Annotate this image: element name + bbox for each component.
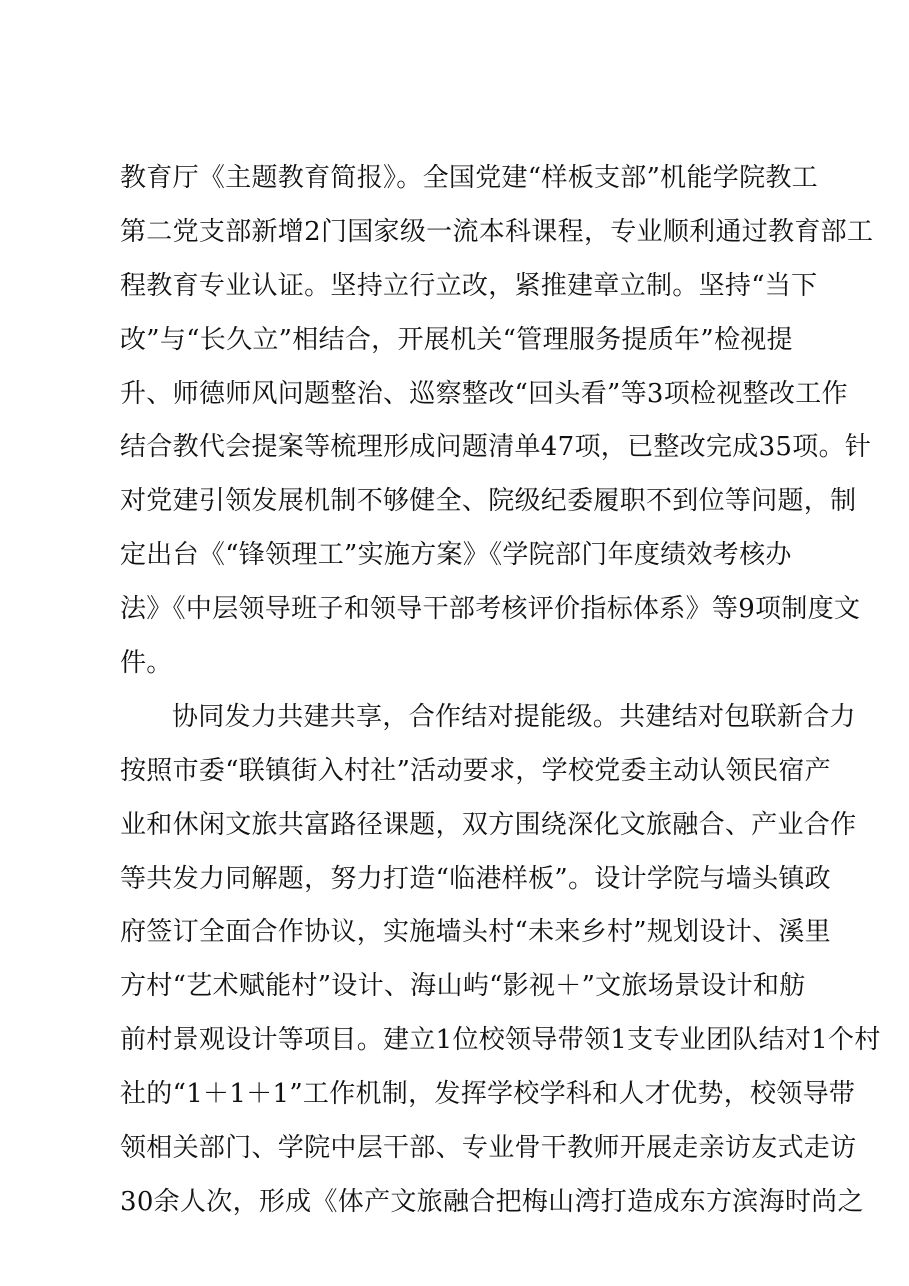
- paragraph-1: [120, 152, 874, 691]
- text-line: 等共发力同解题，努力打造“临港样板”。设计学院与墙头镇政: [120, 863, 831, 894]
- text-line: 社的“1＋1＋1”工作机制，发挥学校学科和人才优势，校领导带: [120, 1079, 856, 1110]
- text-line: 法》《中层领导班子和领导干部考核评价指标体系》等9项制度文: [120, 594, 861, 625]
- text-line: 对党建引领发展机制不够健全、院级纪委履职不到位等问题，制: [120, 486, 857, 517]
- text-line: 按照市委“联镇街入村社”活动要求，学校党委主动认领民宿产: [120, 755, 831, 786]
- text-line: 定出台《“锋领理工”实施方案》《学院部门年度绩效考核办: [120, 540, 792, 571]
- text-line: 业和休闲文旅共富路径课题，双方围绕深化文旅融合、产业合作: [120, 809, 857, 840]
- text-line: 府签订全面合作协议，实施墙头村“未来乡村”规划设计、溪里: [120, 917, 831, 948]
- text-line: 程教育专业认证。坚持立行立改，紧推建章立制。坚持“当下: [120, 270, 818, 301]
- text-line: 方村“艺术赋能村”设计、海山屿“影视＋”文旅场景设计和舫: [120, 971, 806, 1002]
- text-line: 协同发力共建共享，合作结对提能级。共建结对包联新合力: [172, 701, 856, 732]
- text-line: 件。: [120, 648, 173, 679]
- text-line: 改”与“长久立”相结合，开展机关“管理服务提质年”检视提: [120, 324, 793, 355]
- text-line: 结合教代会提案等梳理形成问题清单47项，已整改完成35项。针: [120, 432, 872, 463]
- paragraph-2: [120, 691, 881, 1230]
- text-line: 升、师德师风问题整治、巡察整改“回头看”等3项检视整改工作: [120, 378, 848, 409]
- body-text: [120, 152, 881, 1230]
- text-line: 第二党支部新增2门国家级一流本科课程，专业顺利通过教育部工: [120, 216, 874, 247]
- text-line: 前村景观设计等项目。建立1位校领导带领1支专业团队结对1个村: [120, 1025, 881, 1056]
- text-line: 领相关部门、学院中层干部、专业骨干教师开展走亲访友式走访: [120, 1133, 857, 1164]
- text-line: 30余人次，形成《体产文旅融合把梅山湾打造成东方滨海时尚之: [120, 1186, 864, 1217]
- text-line: 教育厅《主题教育简报》。全国党建“样板支部”机能学院教工: [120, 163, 818, 193]
